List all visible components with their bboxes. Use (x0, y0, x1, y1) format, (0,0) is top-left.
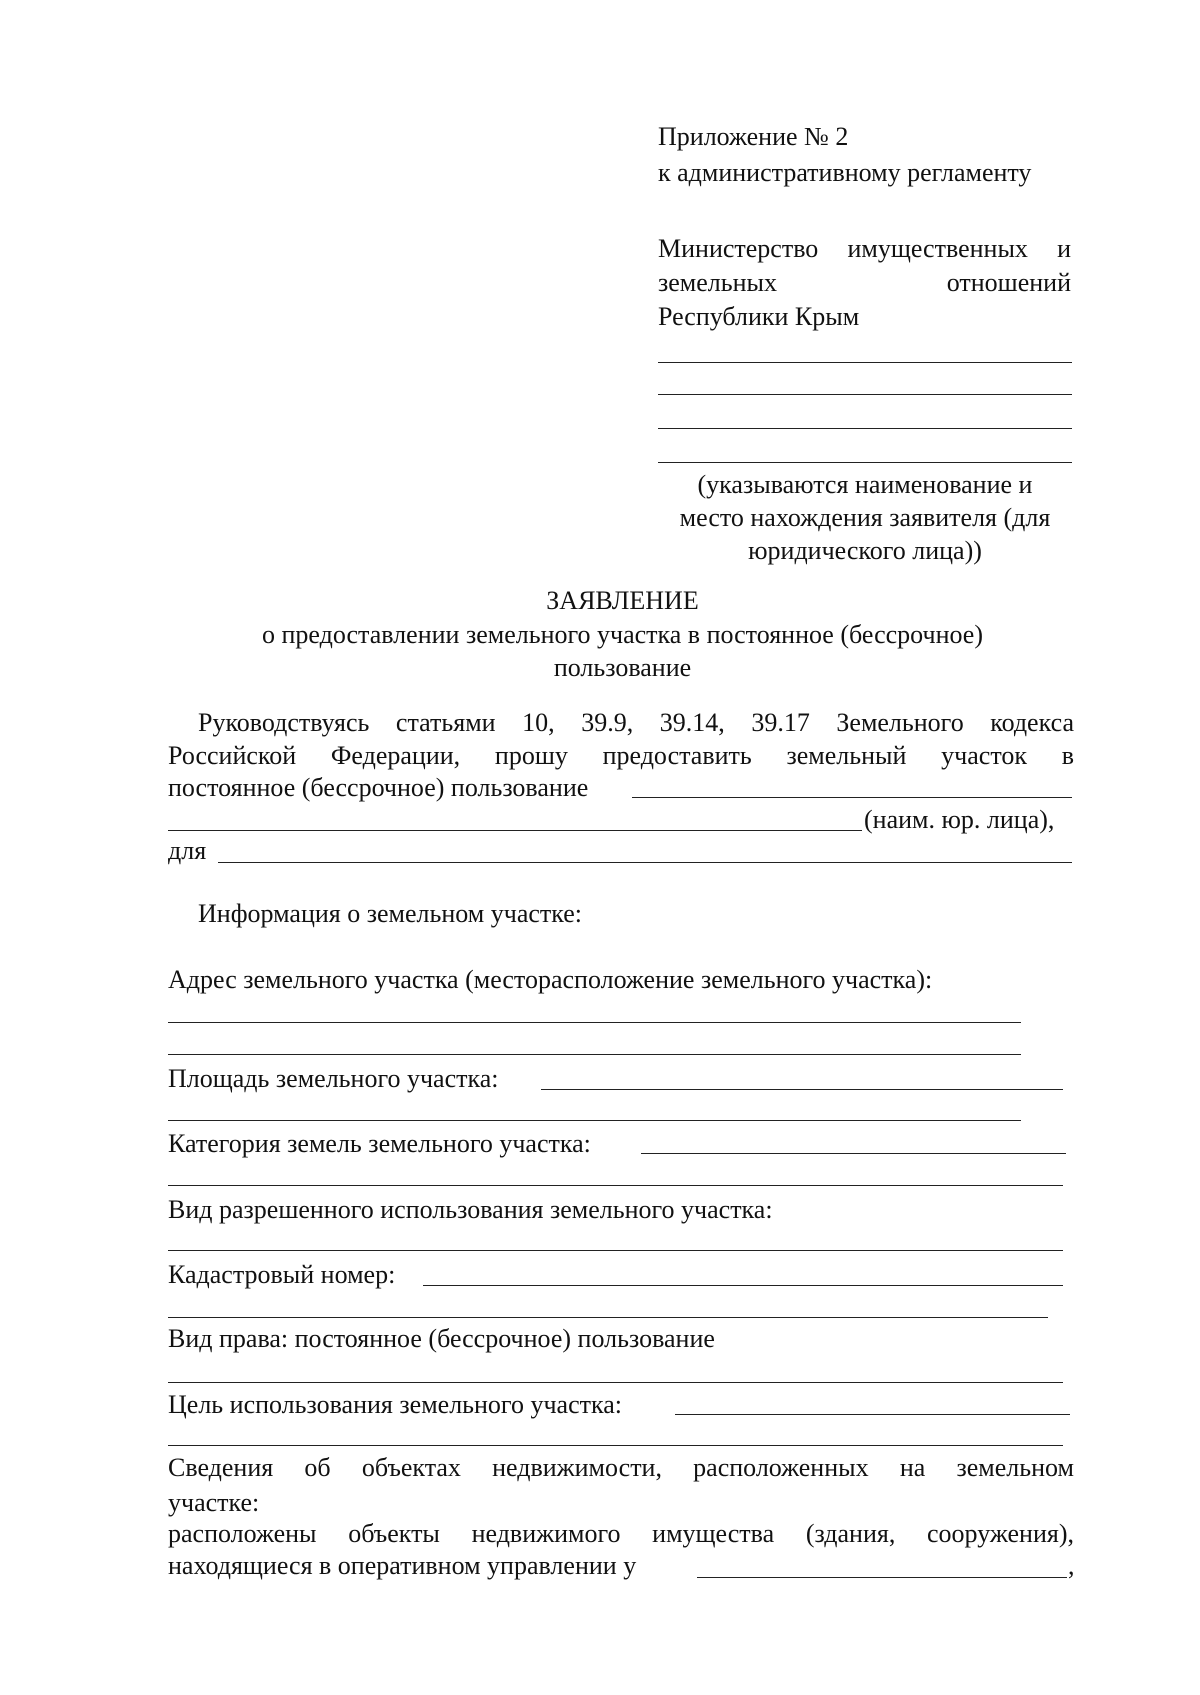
recipient-line-2 (658, 270, 1071, 296)
request-word: кодекса (990, 708, 1074, 737)
request-word: земельный (786, 741, 907, 770)
applicant-note-line: место нахождения заявителя (для (679, 503, 1051, 532)
document-title: ЗАЯВЛЕНИЕ (546, 586, 699, 615)
real-estate-word: (здания, (805, 1519, 896, 1548)
real-estate-word: недвижимого (471, 1519, 621, 1548)
appendix-number: Приложение № 2 (658, 122, 849, 151)
request-word: участок (941, 741, 1027, 770)
purpose-field (168, 1445, 1063, 1446)
request-line-3: постоянное (бессрочное) пользование (168, 773, 589, 802)
cadastral-label: Кадастровый номер: (168, 1260, 396, 1289)
real-estate-word: объектах (361, 1453, 461, 1482)
category-label: Категория земель земельного участка: (168, 1129, 591, 1158)
applicant-name-line (658, 428, 1072, 429)
request-word: 39.9, (581, 708, 634, 737)
recipient-word: имущественных (847, 234, 1028, 263)
request-line-2 (168, 743, 1074, 769)
recipient-word: и (1057, 234, 1071, 263)
request-word: в (1061, 741, 1074, 770)
real-estate-line-4-end: , (1068, 1551, 1075, 1580)
right-type-field (168, 1382, 1063, 1383)
cadastral-field (423, 1285, 1063, 1286)
address-field (168, 1054, 1021, 1055)
cadastral-field (168, 1317, 1048, 1318)
real-estate-line-2: участке: (168, 1488, 260, 1517)
request-word: предоставить (602, 741, 752, 770)
applicant-note-line: юридического лица)) (748, 536, 982, 565)
purpose-for-label: для (168, 836, 207, 865)
request-word: Руководствуясь (198, 708, 370, 737)
address-label: Адрес земельного участка (месторасположение земельного участка): (168, 965, 933, 994)
request-line-1 (198, 710, 1074, 736)
category-field (641, 1153, 1066, 1154)
permitted-use-label: Вид разрешенного использования земельного участка: (168, 1195, 773, 1224)
recipient-word: земельных (658, 268, 778, 297)
document-subtitle-cont: пользование (553, 653, 692, 682)
recipient-line-3: Республики Крым (658, 302, 860, 331)
recipient-word: Министерство (658, 234, 819, 263)
request-word: Российской (168, 741, 297, 770)
request-word: Федерации, (330, 741, 461, 770)
applicant-note (658, 468, 1072, 567)
purpose-for-field (218, 862, 1072, 863)
entity-name-hint: (наим. юр. лица), (864, 805, 1055, 834)
recipient-line-1 (658, 236, 1071, 262)
real-estate-word: сооружения), (927, 1519, 1074, 1548)
real-estate-line-3 (168, 1521, 1074, 1547)
real-estate-word: расположены (168, 1519, 317, 1548)
operator-field (697, 1577, 1067, 1578)
area-field (541, 1089, 1063, 1090)
document-subtitle: о предоставлении земельного участка в постоянное (бессрочное) (262, 620, 983, 649)
permitted-use-field (168, 1250, 1063, 1251)
purpose-label: Цель использования земельного участка: (168, 1390, 622, 1419)
real-estate-word: расположенных (693, 1453, 869, 1482)
entity-name-field (168, 830, 862, 831)
recipient-word: отношений (946, 268, 1071, 297)
real-estate-word: на (899, 1453, 926, 1482)
applicant-name-line (658, 362, 1072, 363)
request-word: статьями (395, 708, 496, 737)
request-word: Земельного (836, 708, 964, 737)
purpose-field (675, 1414, 1070, 1415)
address-field (168, 1022, 1021, 1023)
area-label: Площадь земельного участка: (168, 1064, 499, 1093)
real-estate-word: недвижимости, (492, 1453, 662, 1482)
real-estate-word: земельном (956, 1453, 1074, 1482)
applicant-name-line (658, 394, 1072, 395)
real-estate-line-4: находящиеся в оперативном управлении у (168, 1551, 637, 1580)
applicant-note-line: (указываются наименование и (697, 470, 1033, 499)
request-word: 10, (522, 708, 555, 737)
real-estate-word: объекты (348, 1519, 440, 1548)
right-type-text: Вид права: постоянное (бессрочное) пользование (168, 1324, 715, 1353)
request-word: 39.14, (659, 708, 725, 737)
real-estate-word: имущества (652, 1519, 775, 1548)
real-estate-line-1 (168, 1455, 1074, 1481)
real-estate-word: об (304, 1453, 331, 1482)
category-field (168, 1185, 1063, 1186)
land-info-heading: Информация о земельном участке: (198, 899, 583, 928)
request-word: 39.17 (751, 708, 810, 737)
applicant-name-line (658, 462, 1072, 463)
entity-name-field (632, 797, 1072, 798)
request-word: прошу (494, 741, 568, 770)
real-estate-word: Сведения (168, 1453, 274, 1482)
regulation-reference: к административному регламенту (658, 158, 1032, 187)
area-field (168, 1120, 1021, 1121)
